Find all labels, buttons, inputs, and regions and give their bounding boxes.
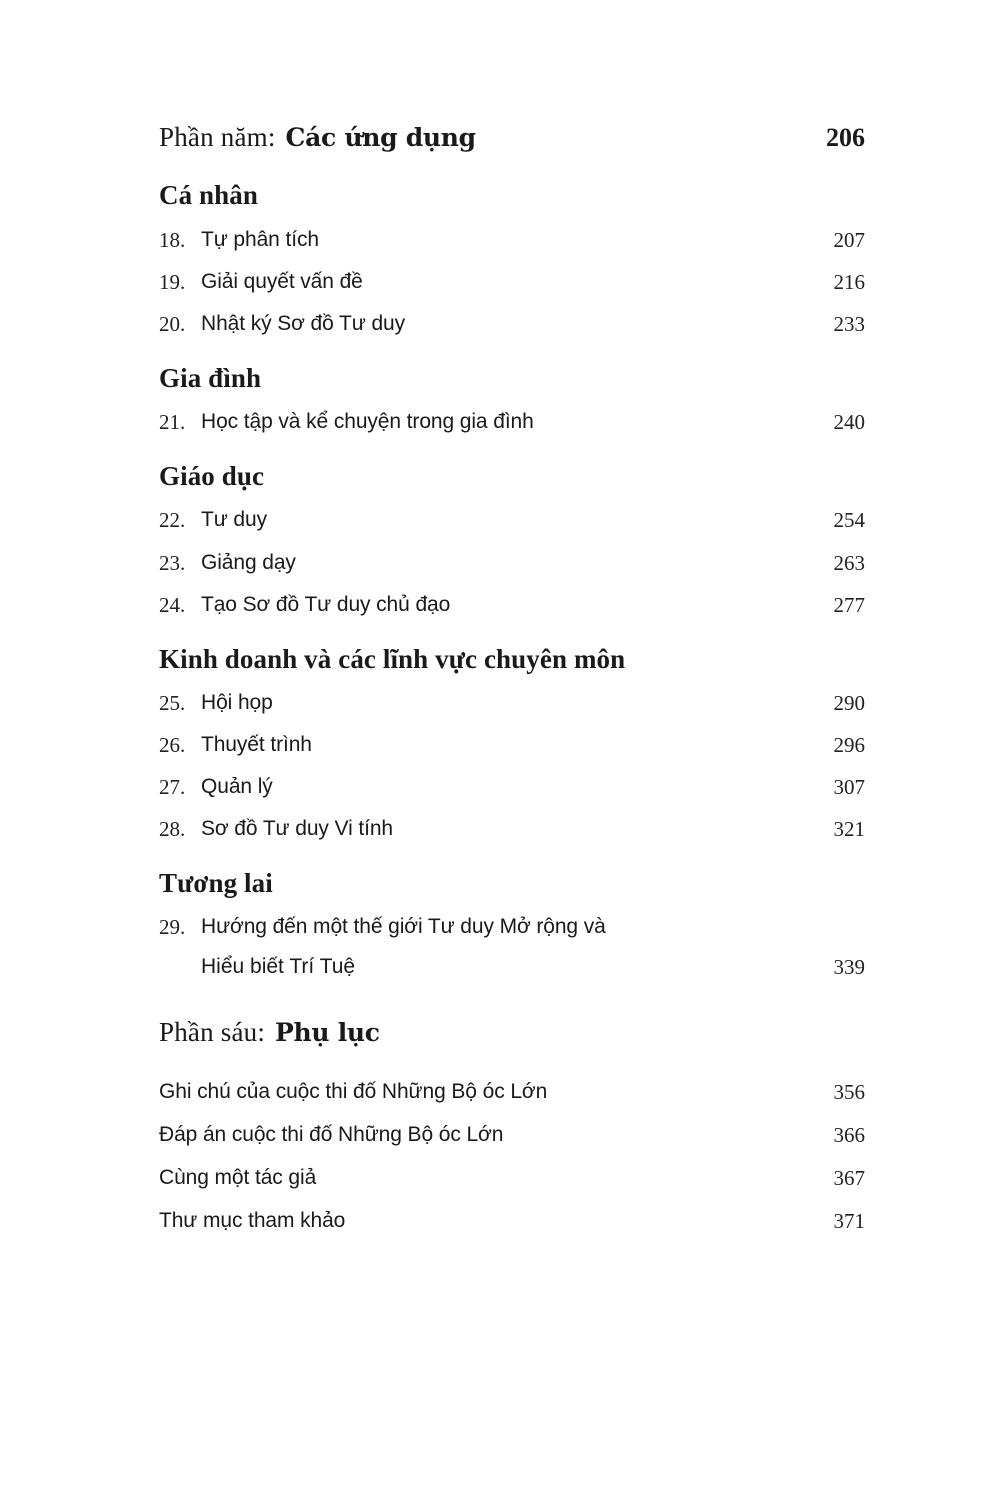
entry-page: 307 [833,775,865,799]
entry-title: Tạo Sơ đồ Tư duy chủ đạo [201,593,451,616]
part-title: Phụ lục [275,1018,380,1047]
entry-title: Thuyết trình [201,733,312,756]
toc-entry [159,1120,865,1150]
section-title-family: Gia đình [159,363,262,393]
entry-number: 26. [159,733,186,757]
toc-entry [159,730,865,760]
entry-page: 254 [833,508,865,532]
entry-title: Cùng một tác giả [159,1166,317,1189]
entry-number: 23. [159,551,186,575]
entry-page: 367 [833,1166,865,1190]
toc-entry [159,548,865,578]
entry-number: 21. [159,410,186,434]
entry-page: 321 [833,817,865,841]
part-six-heading [159,1017,865,1057]
entry-number: 24. [159,593,186,617]
entry-page: 366 [833,1123,865,1147]
toc-entry [159,1077,865,1107]
section-title-future: Tương lai [159,868,273,898]
entry-number: 18. [159,228,186,252]
toc-entry [159,267,865,297]
toc-entry [159,505,865,535]
toc-entry [159,772,865,802]
entry-page: 356 [833,1080,865,1104]
entry-number: 22. [159,508,186,532]
entry-title: Quản lý [201,775,273,798]
entry-title: Nhật ký Sơ đồ Tư duy [201,312,406,335]
part-page-number: 206 [826,123,865,152]
entry-number: 29. [159,915,186,939]
entry-page: 339 [833,955,865,979]
entry-page: 207 [833,228,865,252]
entry-title: Hướng đến một thế giới Tư duy Mở rộng và [201,915,606,938]
toc-entry [159,912,865,984]
entry-page: 233 [833,312,865,336]
entry-title: Hội họp [201,691,273,714]
entry-title: Học tập và kể chuyện trong gia đình [201,410,534,433]
part-label: Phần sáu: [159,1017,266,1047]
toc-entry [159,814,865,844]
entry-page: 371 [833,1209,865,1233]
part-title: Các ứng dụng [285,123,476,152]
entry-page: 240 [833,410,865,434]
entry-title: Sơ đồ Tư duy Vi tính [201,817,393,840]
entry-title: Tự phân tích [201,228,319,251]
toc-entry [159,1163,865,1193]
entry-number: 28. [159,817,186,841]
section-title-education: Giáo dục [159,461,265,491]
entry-page: 216 [833,270,865,294]
entry-title: Giảng dạy [201,551,296,574]
entry-title-continuation: Hiểu biết Trí Tuệ [201,955,356,978]
toc-entry [159,688,865,718]
entry-title: Giải quyết vấn đề [201,270,363,293]
toc-entry [159,309,865,339]
entry-title: Thư mục tham khảo [159,1209,346,1232]
entry-title: Ghi chú của cuộc thi đố Những Bộ óc Lớn [159,1080,548,1103]
toc-entry [159,407,865,437]
entry-number: 19. [159,270,186,294]
entry-page: 277 [833,593,865,617]
section-title-business: Kinh doanh và các lĩnh vực chuyên môn [159,644,626,674]
part-label: Phần năm: [159,122,276,152]
entry-title: Đáp án cuộc thi đố Những Bộ óc Lớn [159,1123,504,1146]
toc-entry [159,590,865,620]
toc-entry [159,1206,865,1236]
entry-number: 20. [159,312,186,336]
entry-page: 263 [833,551,865,575]
entry-page: 296 [833,733,865,757]
part-five-heading [159,122,865,162]
section-title-personal: Cá nhân [159,180,258,210]
toc-entry [159,225,865,255]
entry-title: Tư duy [201,508,267,531]
entry-number: 25. [159,691,186,715]
entry-page: 290 [833,691,865,715]
entry-number: 27. [159,775,186,799]
